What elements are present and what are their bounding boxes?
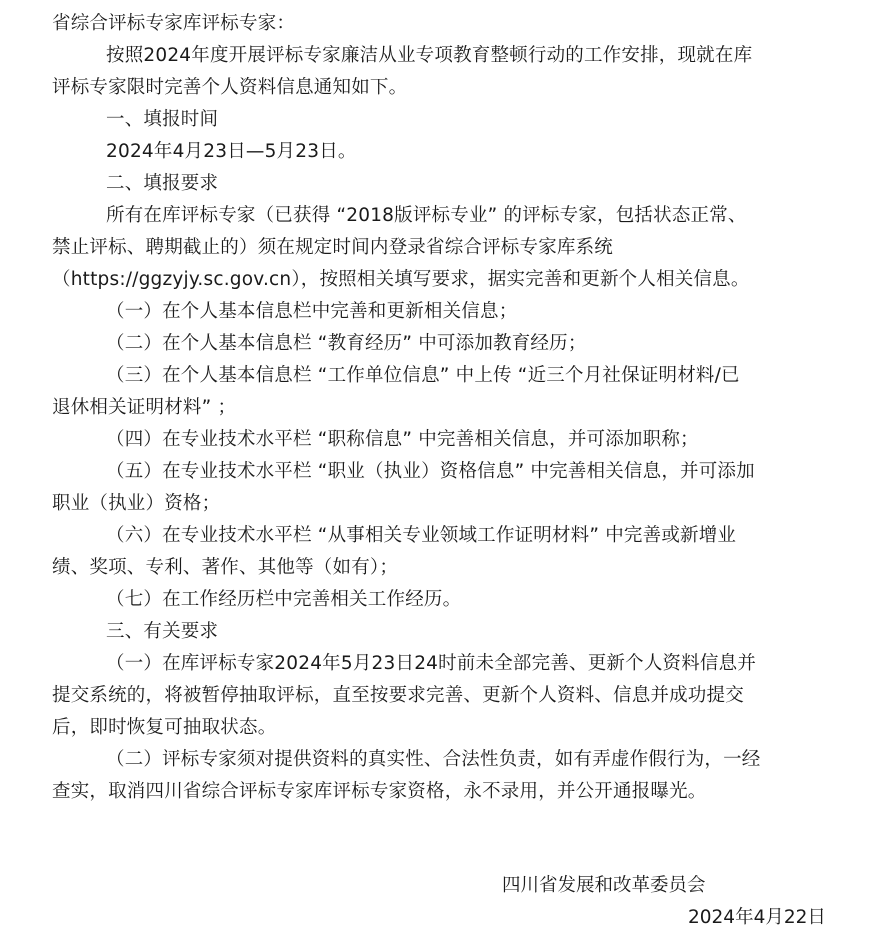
section2-item-4: （四）在专业技术水平栏 “职称信息” 中完善相关信息，并可添加职称；	[106, 429, 699, 450]
section2-item-5: （五）在专业技术水平栏 “职业（执业）资格信息” 中完善相关信息，并可添加	[106, 461, 755, 482]
section3-item-1: （一）在库评标专家2024年5月23日24时前未全部完善、更新个人资料信息并	[106, 653, 757, 674]
section2-item-6-cont: 绩、奖项、专利、著作、其他等（如有）；	[52, 557, 399, 578]
section2-line-3: （https://ggzyjy.sc.gov.cn），按照相关填写要求，据实完善和更新个人相关信息。	[52, 269, 750, 290]
signature-org: 四川省发展和改革委员会	[502, 875, 706, 896]
section2-item-3: （三）在个人基本信息栏 “工作单位信息” 中上传 “近三个月社保证明材料/已	[106, 365, 740, 386]
section1-heading: 一、填报时间	[106, 109, 219, 130]
section2-item-3-cont: 退休相关证明材料” ；	[52, 397, 237, 418]
section2-item-6: （六）在专业技术水平栏 “从事相关专业领域工作证明材料” 中完善或新增业	[106, 525, 737, 546]
intro-line-1: 按照2024年度开展评标专家廉洁从业专项教育整顿行动的工作安排，现就在库	[106, 45, 753, 66]
section2-line-1: 所有在库评标专家（已获得 “2018版评标专业” 的评标专家，包括状态正常、	[106, 205, 747, 226]
signature-date: 2024年4月22日	[688, 907, 826, 928]
section2-item-7: （七）在工作经历栏中完善相关工作经历。	[106, 589, 462, 610]
section3-heading: 三、有关要求	[106, 621, 219, 642]
greeting: 省综合评标专家库评标专家：	[52, 13, 296, 34]
section3-item-2-cont: 查实，取消四川省综合评标专家库评标专家资格，永不录用，并公开通报曝光。	[52, 781, 707, 802]
section3-item-2: （二）评标专家须对提供资料的真实性、合法性负责，如有弄虚作假行为，一经	[106, 749, 761, 770]
section2-line-2: 禁止评标、聘期截止的）须在规定时间内登录省综合评标专家库系统	[52, 237, 614, 258]
section1-body: 2024年4月23日—5月23日。	[106, 141, 357, 162]
section3-item-1-cont-1: 提交系统的，将被暂停抽取评标，直至按要求完善、更新个人资料、信息并成功提交	[52, 685, 744, 706]
section2-item-2: （二）在个人基本信息栏 “教育经历” 中可添加教育经历；	[106, 333, 587, 354]
notice-document	[52, 8, 842, 808]
section2-item-5-cont: 职业（执业）资格；	[52, 493, 221, 514]
section2-heading: 二、填报要求	[106, 173, 219, 194]
section2-item-1: （一）在个人基本信息栏中完善和更新相关信息；	[106, 301, 518, 322]
section3-item-1-cont-2: 后，即时恢复可抽取状态。	[52, 717, 277, 738]
intro-line-2: 评标专家限时完善个人资料信息通知如下。	[52, 77, 408, 98]
